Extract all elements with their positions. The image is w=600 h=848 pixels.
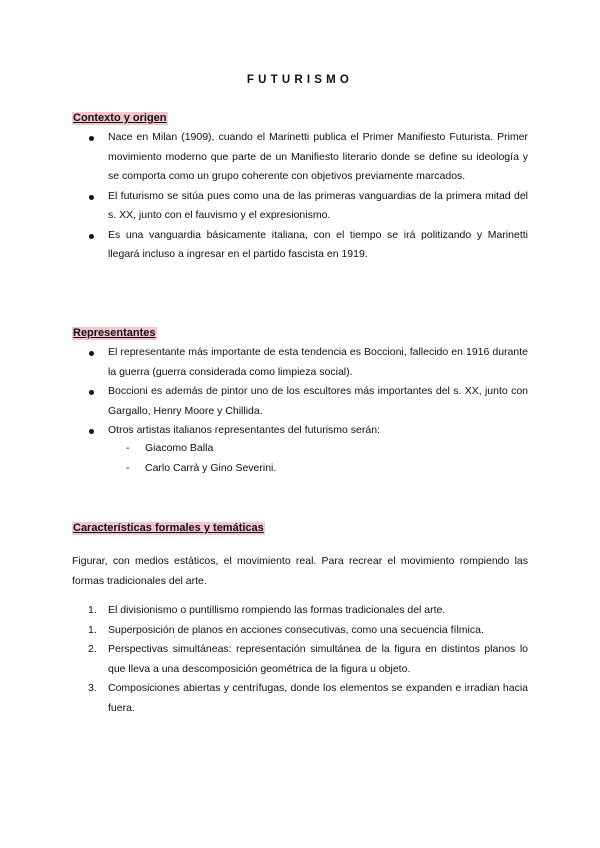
list-item: - Giacomo Balla xyxy=(126,439,276,459)
list-number: 1. xyxy=(88,604,97,616)
list-item: Otros artistas italianos representantes del futurismo serán: xyxy=(72,421,528,441)
list-item: 1. El divisionismo o puntillismo rompiendo las formas tradicionales del arte. xyxy=(72,601,528,621)
list-number: 3. xyxy=(88,682,97,694)
list-number: 1. xyxy=(88,623,97,636)
list-item: 1. Superposición de planos en acciones consecutivas, como una secuencia fílmica. xyxy=(72,621,528,641)
list-item: Nace en Milan (1909), cuando el Marinetti publica el Primer Manifiesto Futurista. Primer movimiento moderno que parte de un Manifiesto literario donde se define su ideología y se comporta como un grupo coherente con objetivos previamente marcados. xyxy=(72,128,528,187)
list-item: El futurismo se sitúa pues como una de las primeras vanguardias de la primera mitad del s. XX, junto con el fauvismo y el expresionismo. xyxy=(72,187,528,226)
section-heading-caracteristicas: Características formales y temáticas xyxy=(73,522,264,534)
bullet-icon xyxy=(89,195,94,200)
intro-paragraph: Figurar, con medios estáticos, el movimiento real. Para recrear el movimiento rompiendo las formas tradicionales del arte. xyxy=(72,555,528,587)
bullet-list-representantes xyxy=(72,343,528,441)
dash-icon: - xyxy=(126,461,130,474)
list-number: 2. xyxy=(88,643,97,655)
list-item: 2. Perspectivas simultáneas: representación simultánea de la figura en distintos planos lo que lleva a una descomposición geométrica de la figura u objeto. xyxy=(72,640,528,679)
list-item: - Carlo Carrà y Gino Severini. xyxy=(126,459,276,479)
list-item: Boccioni es además de pintor uno de los escultores más importantes del s. XX, junto con Gargallo, Henry Moore y Chillida. xyxy=(72,382,528,421)
list-item: 3. Composiciones abiertas y centrífugas, donde los elementos se expanden e irradian hacia fuera. xyxy=(72,679,528,718)
bullet-icon xyxy=(89,429,94,434)
list-item: El representante más importante de esta tendencia es Boccioni, fallecido en 1916 durante la guerra (guerra considerada como limpieza social). xyxy=(72,343,528,382)
section-heading-contexto: Contexto y origen xyxy=(73,112,167,124)
bullet-icon xyxy=(89,234,94,239)
section-heading-representantes: Representantes xyxy=(73,327,156,339)
bullet-icon xyxy=(89,390,94,395)
bullet-list-contexto xyxy=(72,128,528,265)
sub-list-artists xyxy=(126,439,276,478)
dash-icon: - xyxy=(126,442,130,454)
page-title: FUTURISMO xyxy=(246,74,354,86)
bullet-icon xyxy=(89,351,94,356)
list-item: Es una vanguardia básicamente italiana, con el tiempo se irá politizando y Marinetti llegará incluso a ingresar en el partido fascista en 1919. xyxy=(72,226,528,265)
bullet-icon xyxy=(89,136,94,141)
numbered-list-caracteristicas xyxy=(72,601,528,718)
